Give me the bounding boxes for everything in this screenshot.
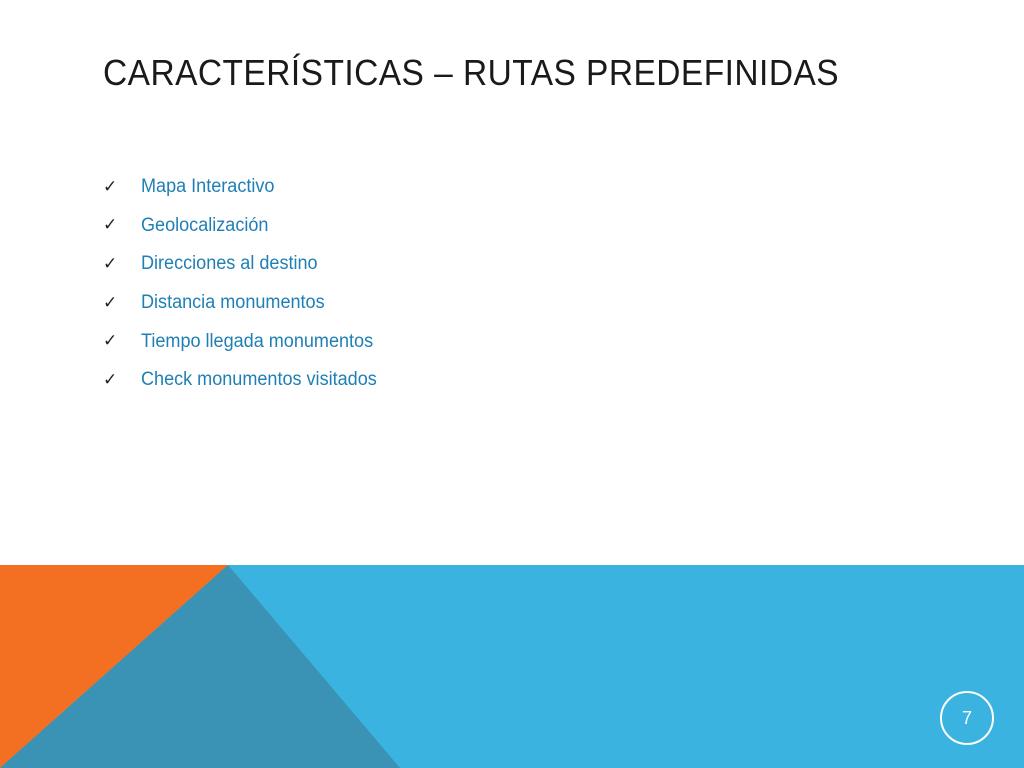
list-item	[103, 322, 389, 361]
bullet-text: Mapa Interactivo	[141, 176, 275, 198]
checkmark-icon: ✓	[103, 215, 118, 236]
bullet-text: Tiempo llegada monumentos	[141, 330, 374, 352]
checkmark-icon: ✓	[103, 176, 118, 197]
bullet-text: Direcciones al destino	[141, 253, 318, 275]
checkmark-icon: ✓	[103, 253, 118, 274]
list-item	[103, 168, 389, 207]
bullet-text: Geolocalización	[141, 214, 269, 236]
bullet-text: Distancia monumentos	[141, 292, 325, 314]
slide-title: CARACTERÍSTICAS – RUTAS PREDEFINIDAS	[103, 52, 840, 93]
checkmark-icon: ✓	[103, 331, 118, 352]
bullet-text: Check monumentos visitados	[141, 369, 377, 391]
bullet-list	[103, 168, 389, 400]
list-item	[103, 245, 389, 284]
page-number: 7	[940, 691, 994, 745]
list-item	[103, 284, 389, 323]
list-item	[103, 207, 389, 246]
checkmark-icon: ✓	[103, 292, 118, 313]
decorative-band	[0, 565, 1024, 768]
checkmark-icon: ✓	[103, 369, 118, 390]
list-item	[103, 361, 389, 400]
